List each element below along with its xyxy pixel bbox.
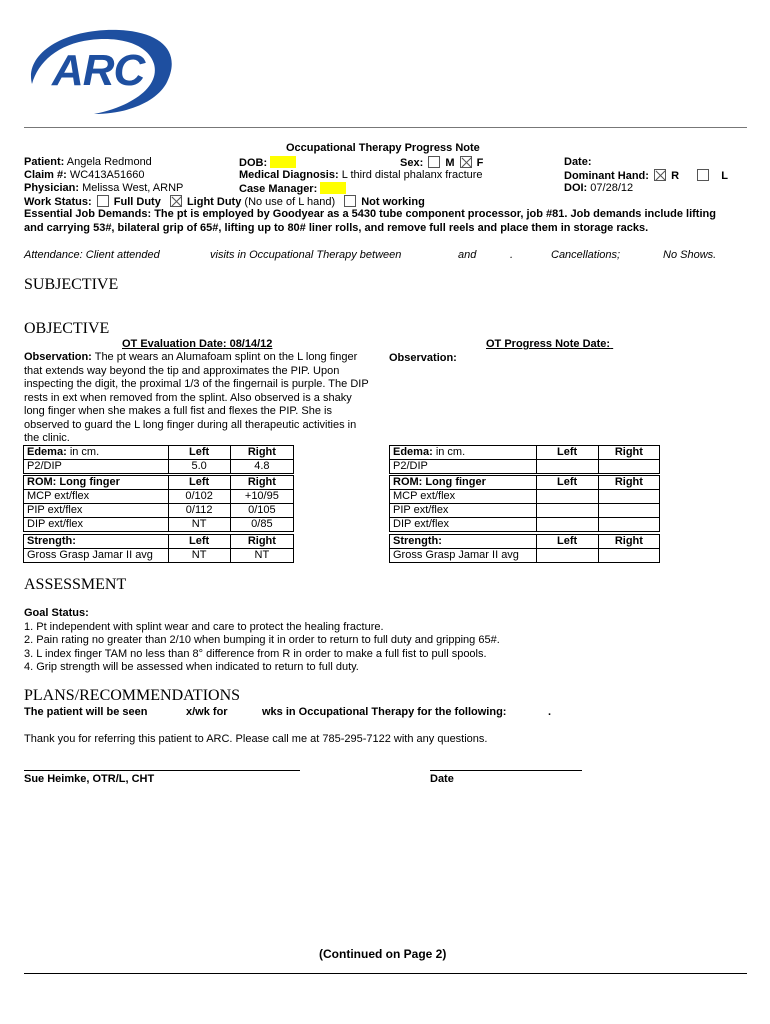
assessment-heading: ASSESSMENT	[24, 576, 127, 593]
dip-left-value: NT	[168, 518, 230, 532]
signature-date-label: Date	[430, 773, 454, 785]
signature-line[interactable]	[24, 770, 300, 771]
edema-right-header: Right	[230, 446, 293, 460]
r-rom-header: ROM: Long finger	[390, 475, 537, 490]
rom-right-header: Right	[230, 475, 293, 490]
plans-xwk: x/wk for	[186, 706, 228, 718]
r-p2dip-label: P2/DIP	[390, 460, 537, 475]
goal-item-4: 4. Grip strength will be assessed when indicated to return to full duty.	[24, 661, 359, 673]
plans-heading: PLANS/RECOMMENDATIONS	[24, 687, 241, 704]
progress-date-label: OT Progress Note Date:	[486, 338, 611, 350]
objective-heading: OBJECTIVE	[24, 320, 110, 337]
p2dip-left-value: 5.0	[168, 460, 230, 475]
dominant-l-label: L	[721, 170, 729, 182]
rom-header: ROM: Long finger	[24, 475, 169, 490]
attendance-period: .	[510, 249, 514, 261]
goal-item-2: 2. Pain rating no greater than 2/10 when bumping it in order to return to full duty and gripping 65#.	[24, 634, 500, 646]
r-pip-right-cell[interactable]	[598, 504, 659, 518]
pip-right-value: 0/105	[230, 504, 293, 518]
light-duty-label: Light Duty	[186, 196, 242, 208]
dob-field[interactable]	[270, 156, 296, 168]
case-manager-row	[239, 182, 346, 195]
dominant-r-label: R	[671, 170, 680, 182]
continued-note: (Continued on Page 2)	[319, 947, 447, 961]
physician-label: Physician:	[24, 182, 80, 194]
left-strength-table	[23, 534, 294, 563]
r-dip-left-cell[interactable]	[536, 518, 598, 532]
physician-value: Melissa West, ARNP	[82, 182, 184, 194]
dob-label: DOB:	[239, 157, 268, 169]
essential-demands-line1: Essential Job Demands: The pt is employed by Goodyear as a 5430 tube component processor, job #81. Job demands include lifting	[24, 208, 716, 220]
r-grasp-label: Gross Grasp Jamar II avg	[390, 549, 537, 563]
dip-label: DIP ext/flex	[24, 518, 169, 532]
thank-you-text: Thank you for referring this patient to ARC. Please call me at 785-295-7122 with any questions.	[24, 733, 488, 745]
left-measure-table	[23, 445, 294, 532]
r-edema-right-header: Right	[598, 446, 659, 460]
rom-left-header: Left	[168, 475, 230, 490]
full-duty-label: Full Duty	[113, 196, 161, 208]
top-divider	[24, 127, 747, 128]
dominant-l-checkbox[interactable]	[697, 169, 709, 181]
r-rom-left-header: Left	[536, 475, 598, 490]
observation-right-label: Observation:	[389, 352, 457, 364]
work-status-row	[24, 195, 425, 208]
r-edema-header-cell: Edema: in cm.	[390, 446, 537, 460]
signature-name: Sue Heimke, OTR/L, CHT	[24, 773, 155, 785]
case-manager-label: Case Manager:	[239, 183, 318, 195]
observation-left	[24, 351, 374, 446]
subjective-heading: SUBJECTIVE	[24, 276, 119, 293]
p2dip-label: P2/DIP	[24, 460, 169, 475]
strength-left-header: Left	[168, 535, 230, 549]
attendance-client: Attendance: Client attended	[24, 249, 160, 261]
attendance-cancellations: Cancellations;	[551, 249, 621, 261]
progress-date-row	[486, 338, 644, 350]
r-mcp-left-cell[interactable]	[536, 490, 598, 504]
attendance-noshows: No Shows.	[663, 249, 717, 261]
r-p2dip-left-cell[interactable]	[536, 460, 598, 475]
diagnosis-label: Medical Diagnosis:	[239, 169, 339, 181]
dominant-hand-label: Dominant Hand:	[564, 170, 649, 182]
r-mcp-label: MCP ext/flex	[390, 490, 537, 504]
dob-row	[239, 156, 296, 169]
claim-value: WC413A51660	[69, 169, 145, 181]
dominant-hand-row	[564, 169, 728, 182]
doi-label: DOI:	[564, 182, 588, 194]
sex-m-label: M	[445, 157, 455, 169]
r-strength-header: Strength:	[390, 535, 537, 549]
sex-label: Sex:	[400, 157, 424, 169]
grasp-left-value: NT	[168, 549, 230, 563]
pip-label: PIP ext/flex	[24, 504, 169, 518]
logo-text: ARC	[52, 46, 145, 95]
r-grasp-left-cell[interactable]	[536, 549, 598, 563]
r-pip-left-cell[interactable]	[536, 504, 598, 518]
plans-wks: wks in Occupational Therapy for the following:	[262, 706, 507, 718]
attendance-visits: visits in Occupational Therapy between	[210, 249, 402, 261]
plans-period: .	[548, 706, 552, 718]
progress-date-blank[interactable]	[610, 338, 644, 350]
r-edema-left-header: Left	[536, 446, 598, 460]
date-label: Date:	[564, 156, 592, 168]
goal-item-1: 1. Pt independent with splint wear and care to protect the healing fracture.	[24, 621, 384, 633]
patient-row	[24, 156, 152, 168]
edema-header-cell: Edema: in cm.	[24, 446, 169, 460]
physician-row	[24, 182, 183, 194]
diagnosis-value: L third distal phalanx fracture	[341, 169, 483, 181]
dip-right-value: 0/85	[230, 518, 293, 532]
goal-status-label: Goal Status:	[24, 607, 89, 619]
grasp-right-value: NT	[230, 549, 293, 563]
date-line[interactable]	[430, 770, 582, 771]
r-dip-right-cell[interactable]	[598, 518, 659, 532]
mcp-label: MCP ext/flex	[24, 490, 169, 504]
claim-row	[24, 169, 144, 181]
right-measure-table	[389, 445, 660, 532]
r-pip-label: PIP ext/flex	[390, 504, 537, 518]
r-strength-left-header: Left	[536, 535, 598, 549]
dominant-r-checkbox[interactable]	[654, 169, 666, 181]
strength-header: Strength:	[24, 535, 169, 549]
doi-value: 07/28/12	[590, 182, 634, 194]
eval-date: OT Evaluation Date: 08/14/12	[122, 338, 273, 350]
sex-row	[400, 156, 483, 169]
p2dip-right-value: 4.8	[230, 460, 293, 475]
plans-seen: The patient will be seen	[24, 706, 148, 718]
r-strength-right-header: Right	[598, 535, 659, 549]
strength-right-header: Right	[230, 535, 293, 549]
observation-label: Observation:	[24, 351, 92, 363]
pip-left-value: 0/112	[168, 504, 230, 518]
light-duty-checkbox[interactable]	[170, 195, 182, 207]
sex-f-checkbox[interactable]	[460, 156, 472, 168]
bottom-divider	[24, 973, 747, 974]
essential-demands-line2: and carrying 53#, bilateral grip of 65#, lifting up to 80# liner rolls, and remove full reels and place them in storage racks.	[24, 222, 649, 234]
patient-label: Patient:	[24, 156, 65, 168]
not-working-checkbox[interactable]	[344, 195, 356, 207]
r-grasp-right-cell[interactable]	[598, 549, 659, 563]
full-duty-checkbox[interactable]	[97, 195, 109, 207]
sex-m-checkbox[interactable]	[428, 156, 440, 168]
mcp-left-value: 0/102	[168, 490, 230, 504]
diagnosis-row	[239, 169, 483, 181]
sex-f-label: F	[476, 157, 484, 169]
r-mcp-right-cell[interactable]	[598, 490, 659, 504]
light-duty-note: (No use of L hand)	[244, 196, 336, 208]
doi-row	[564, 182, 633, 194]
work-status-label: Work Status:	[24, 196, 92, 208]
grasp-label: Gross Grasp Jamar II avg	[24, 549, 169, 563]
arc-logo	[24, 24, 176, 116]
right-strength-table	[389, 534, 660, 563]
attendance-and: and	[458, 249, 477, 261]
r-rom-right-header: Right	[598, 475, 659, 490]
observation-text: The pt wears an Alumafoam splint on the L long finger that extends way beyond the tip and approximates the PIP. Upon inspecting the digit, the proximal 1/3 of the fingernail is purple. The DIP rests in ext when removed from the splint. Also observed is a shaky long finger when she makes a full fist and flexes the PIP. She is observed to guard the L long finger during all therapeutic activities in the clinic.	[24, 351, 369, 444]
r-dip-label: DIP ext/flex	[390, 518, 537, 532]
mcp-right-value: +10/95	[230, 490, 293, 504]
note-title: Occupational Therapy Progress Note	[286, 142, 480, 154]
r-p2dip-right-cell[interactable]	[598, 460, 659, 475]
claim-label: Claim #:	[24, 169, 67, 181]
edema-left-header: Left	[168, 446, 230, 460]
patient-value: Angela Redmond	[66, 156, 152, 168]
case-manager-field[interactable]	[320, 182, 346, 194]
not-working-label: Not working	[361, 196, 425, 208]
goal-item-3: 3. L index finger TAM no less than 8° difference from R in order to make a full fist to pull spools.	[24, 648, 487, 660]
